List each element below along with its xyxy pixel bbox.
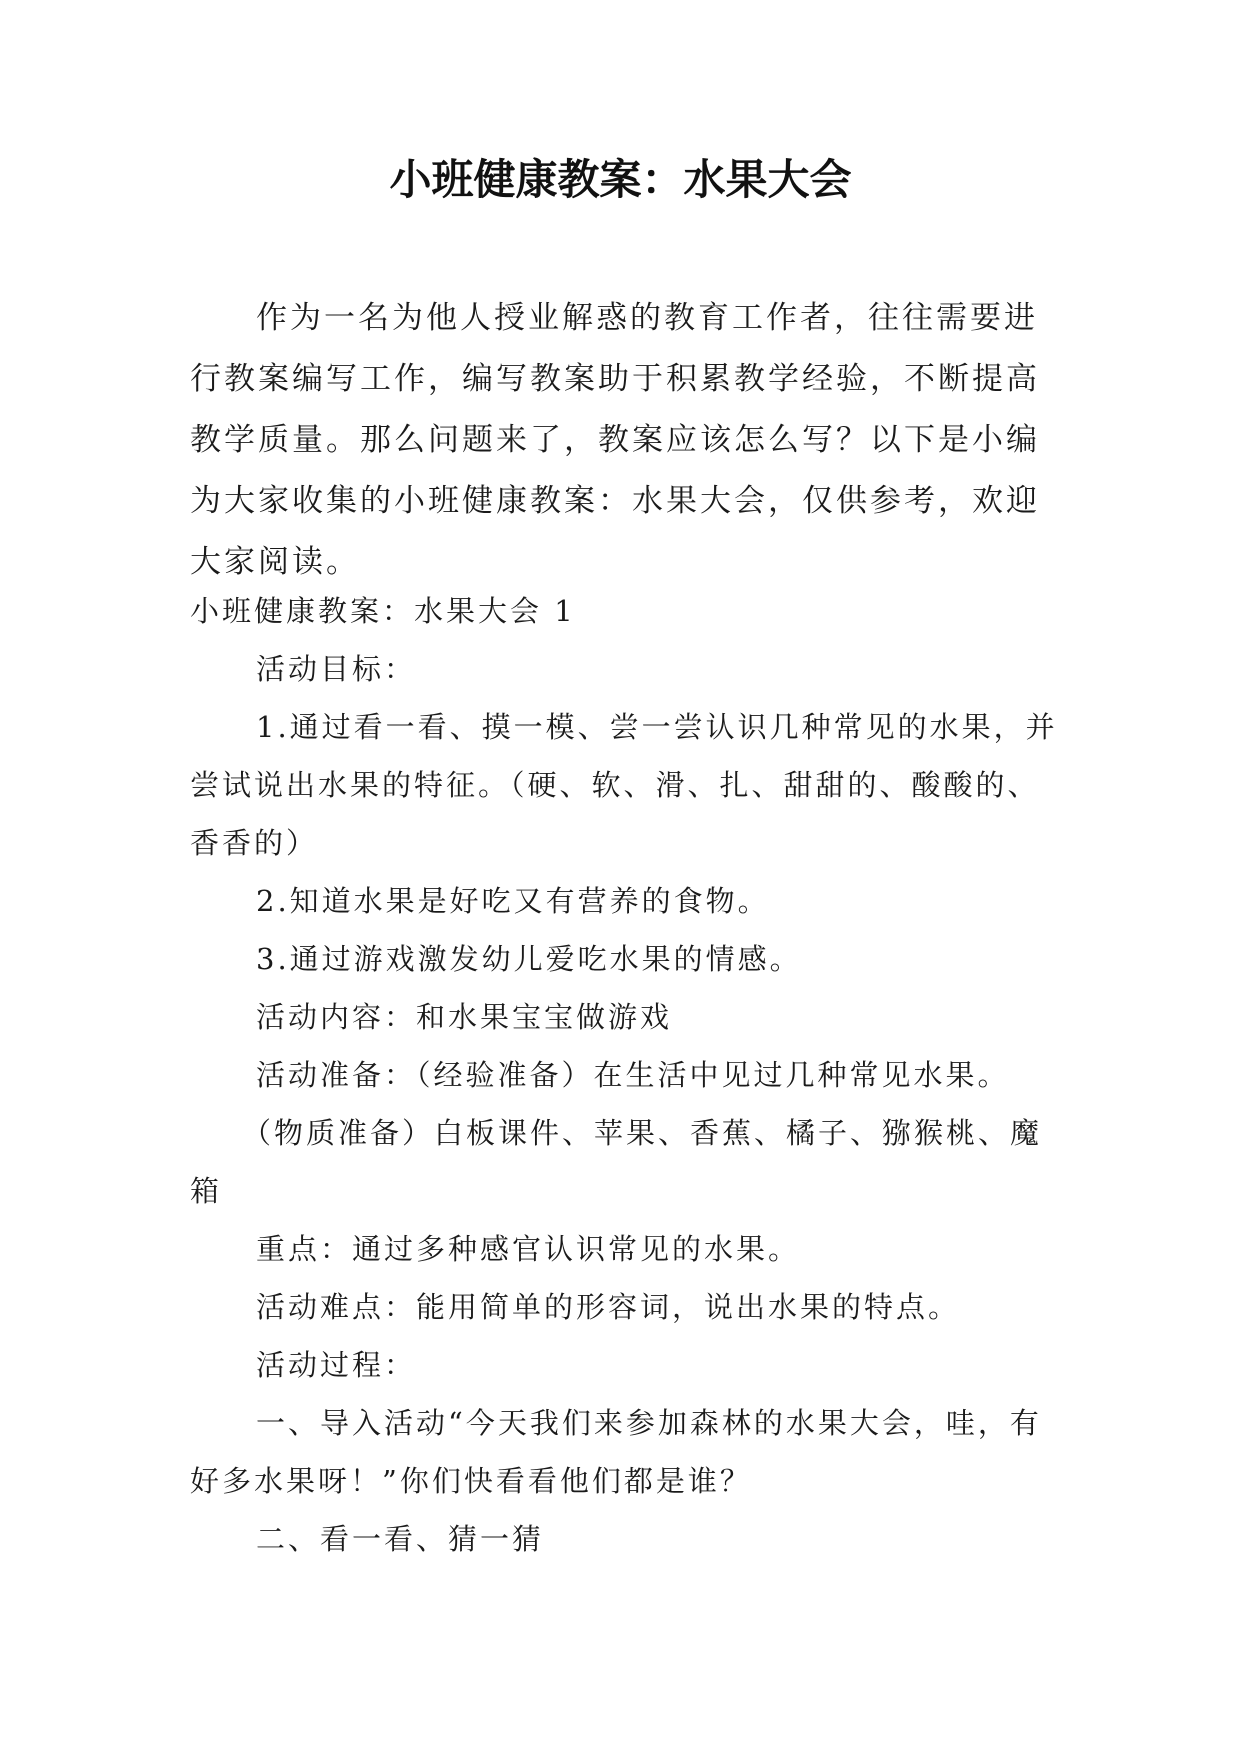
process-step-1: 一、导入活动“今天我们来参加森林的水果大会，哇，有好多水果呀！”你们快看看他们都是谁？: [190, 1406, 1042, 1498]
key-point: 重点：通过多种感官认识常见的水果。: [256, 1232, 801, 1266]
page-title: 小班健康教案：水果大会: [389, 155, 852, 204]
activity-goals-heading: 活动目标：: [256, 652, 417, 686]
activity-content: 活动内容：和水果宝宝做游戏: [256, 1000, 673, 1034]
section-heading: 小班健康教案：水果大会 1: [190, 594, 576, 628]
goal-item-2: 2.知道水果是好吃又有营养的食物。: [256, 884, 770, 918]
process-step-2: 二、看一看、猜一猜: [256, 1522, 545, 1556]
goal-item-1: 1.通过看一看、摸一模、尝一尝认识几种常见的水果，并尝试说出水果的特征。（硬、软、滑、扎、甜甜的、酸酸的、香香的）: [190, 710, 1058, 860]
activity-preparation-materials: （物质准备）白板课件、苹果、香蕉、橘子、猕猴桃、魔箱: [190, 1116, 1043, 1208]
difficulty-point: 活动难点：能用简单的形容词，说出水果的特点。: [256, 1290, 961, 1324]
activity-preparation-experience: 活动准备：（经验准备）在生活中见过几种常见水果。: [256, 1058, 1010, 1092]
lesson-plan-body: [190, 582, 1060, 1568]
activity-process-heading: 活动过程：: [256, 1348, 417, 1382]
goal-item-3: 3.通过游戏激发幼儿爱吃水果的情感。: [256, 942, 802, 976]
intro-paragraph: 作为一名为他人授业解惑的教育工作者，往往需要进行教案编写工作，编写教案助于积累教学经验，不断提高教学质量。那么问题来了，教案应该怎么写？以下是小编为大家收集的小班健康教案：水果大会，仅供参考，欢迎大家阅读。: [190, 300, 1040, 580]
